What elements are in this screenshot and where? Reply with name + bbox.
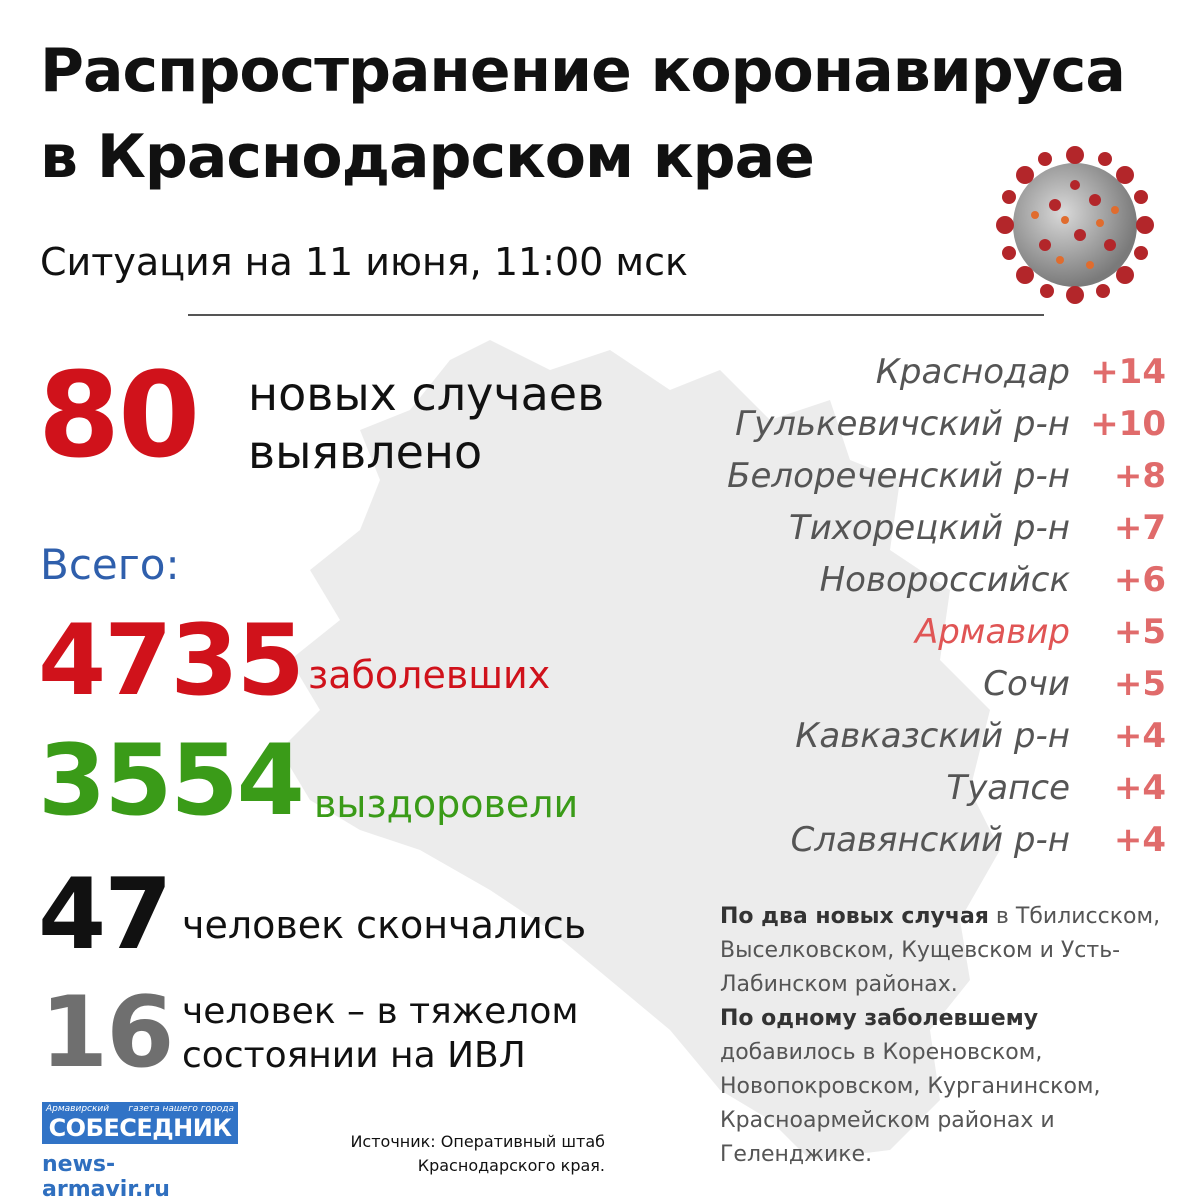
city-row xyxy=(640,502,1170,554)
city-name: Краснодар xyxy=(875,352,1070,392)
city-value: +7 xyxy=(1113,508,1166,548)
city-value: +4 xyxy=(1113,716,1166,756)
title-line-2: в Краснодарском крае xyxy=(40,122,814,192)
city-row xyxy=(640,398,1170,450)
notes-paragraph-2 xyxy=(720,1002,1180,1172)
logo-city: Армавирский xyxy=(46,1104,110,1114)
city-list xyxy=(640,346,1170,866)
logo-tagline: газета нашего города xyxy=(128,1104,234,1114)
city-name: Новороссийск xyxy=(819,560,1070,600)
city-name: Туапсе xyxy=(946,768,1070,808)
newspaper-logo xyxy=(42,1102,238,1200)
coronavirus-image xyxy=(985,135,1165,315)
city-row xyxy=(640,814,1170,866)
notes-p2-bold: По одному заболевшему xyxy=(720,1006,1039,1031)
site-url-link[interactable]: news-armavir.ru xyxy=(42,1152,170,1200)
ventilator-label-line-1: человек – в тяжелом xyxy=(182,991,579,1032)
city-row xyxy=(640,658,1170,710)
title-line-1: Распространение коронавируса xyxy=(40,36,1125,106)
ventilator-number: 16 xyxy=(40,976,173,1090)
infected-label: заболевших xyxy=(308,653,551,697)
city-name: Белореченский р-н xyxy=(727,456,1070,496)
deaths-label: человек скончались xyxy=(182,903,587,947)
notes-paragraph-1 xyxy=(720,900,1180,1002)
city-name: Сочи xyxy=(983,664,1070,704)
recovered-label: выздоровели xyxy=(314,782,579,826)
city-row xyxy=(640,450,1170,502)
new-cases-label-line-1: новых случаев xyxy=(248,367,605,421)
date-subtitle: Ситуация на 11 июня, 11:00 мск xyxy=(40,240,688,284)
city-value: +14 xyxy=(1090,352,1166,392)
notes-p1-text: в Тбилисском, Выселковском, Кущевском и Усть-Лабинском районах. xyxy=(720,904,1161,997)
new-cases-label xyxy=(248,365,604,481)
divider xyxy=(188,314,1044,316)
new-cases-label-line-2: выявлено xyxy=(248,425,483,479)
new-cases-number: 80 xyxy=(38,346,199,484)
city-value: +5 xyxy=(1113,664,1166,704)
deaths-number: 47 xyxy=(38,858,171,972)
city-row xyxy=(640,606,1170,658)
infected-number: 4735 xyxy=(38,604,303,718)
city-row xyxy=(640,762,1170,814)
source-line-1: Источник: Оперативный штаб xyxy=(350,1132,605,1151)
city-value: +6 xyxy=(1113,560,1166,600)
total-label: Всего: xyxy=(40,540,180,589)
source-line-2: Краснодарского края. xyxy=(417,1156,605,1175)
recovered-number: 3554 xyxy=(38,724,303,838)
city-name: Кавказский р-н xyxy=(795,716,1070,756)
city-row xyxy=(640,346,1170,398)
city-row xyxy=(640,554,1170,606)
notes-p2-text: добавилось в Кореновском, Новопокровском, Курганинском, Красноармейском районах и Геленджике. xyxy=(720,1040,1101,1167)
city-name: Славянский р-н xyxy=(790,820,1070,860)
city-row xyxy=(640,710,1170,762)
notes-p1-bold: По два новых случая xyxy=(720,904,989,929)
city-name: Тихорецкий р-н xyxy=(788,508,1070,548)
city-name: Гулькевичский р-н xyxy=(735,404,1070,444)
city-value: +5 xyxy=(1113,612,1166,652)
city-value: +10 xyxy=(1090,404,1166,444)
logo-name: СОБЕСЕДНИК xyxy=(42,1114,238,1144)
city-value: +8 xyxy=(1113,456,1166,496)
city-name-highlight: Армавир xyxy=(914,612,1070,652)
city-value: +4 xyxy=(1113,768,1166,808)
city-value: +4 xyxy=(1113,820,1166,860)
ventilator-label-line-2: состоянии на ИВЛ xyxy=(182,1035,526,1076)
district-notes xyxy=(720,900,1180,1172)
source-credit xyxy=(320,1130,605,1178)
ventilator-label xyxy=(182,990,579,1078)
